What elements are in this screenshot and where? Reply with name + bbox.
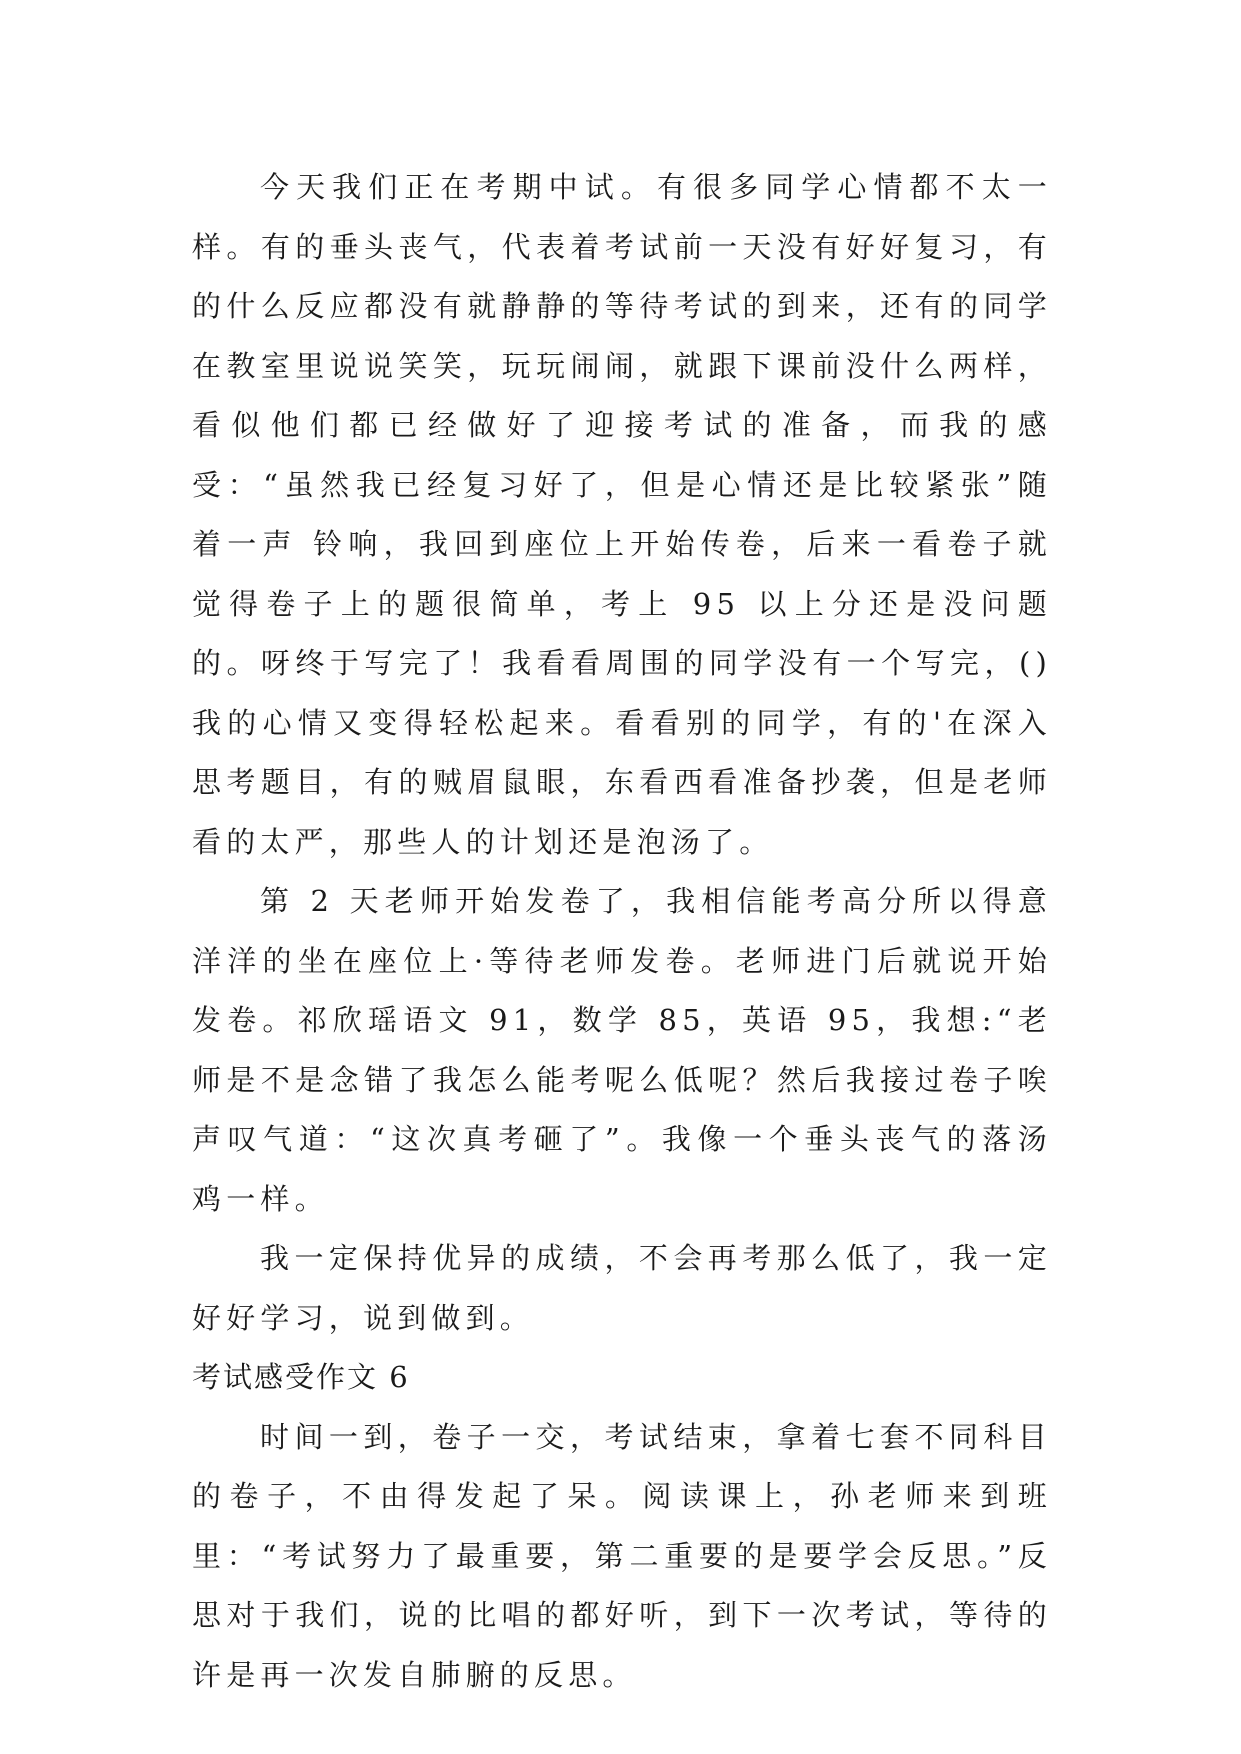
paragraph-reflection: 时间一到，卷子一交，考试结束，拿着七套不同科目的卷子，不由得发起了呆。阅读课上，孙老师来到班里：“考试努力了最重要，第二重要的是要学会反思。”反思对于我们，说的比唱的都好听，到下一次考试，等待的许是再一次发自肺腑的反思。 <box>192 1419 1052 1692</box>
paragraph-resolution: 我一定保持优异的成绩，不会再考那么低了，我一定好好学习，说到做到。 <box>192 1241 1052 1335</box>
document-page <box>192 158 1052 1705</box>
paragraph-exam-day: 今天我们正在考期中试。有很多同学心情都不太一样。有的垂头丧气，代表着考试前一天没有好好复习，有的什么反应都没有就静静的等待考试的到来，还有的同学在教室里说说笑笑，玩玩闹闹，就跟下课前没什么两样，看似他们都已经做好了迎接考试的准备，而我的感受：“虽然我已经复习好了，但是心情还是比较紧张”随着一声 铃响，我回到座位上开始传卷，后来一看卷子就觉得卷子上的题很简单，考上 95 以上分还是没问题的。呀终于写完了！我看看周围的同学没有一个写完，()我的心情又变得轻松起来。看看别的同学，有的'在深入思考题目，有的贼眉鼠眼，东看西看准备抄袭，但是老师看的太严，那些人的计划还是泡汤了。 <box>192 170 1052 859</box>
paragraph-results-day: 第 2 天老师开始发卷了，我相信能考高分所以得意洋洋的坐在座位上·等待老师发卷。老师进门后就说开始发卷。祁欣瑶语文 91，数学 85，英语 95，我想:“老师是不是念错了我怎么能考呢么低呢？然后我接过卷子唉声叹气道：“这次真考砸了”。我像一个垂头丧气的落汤鸡一样。 <box>192 884 1052 1216</box>
section-title: 考试感受作文 6 <box>192 1360 410 1394</box>
